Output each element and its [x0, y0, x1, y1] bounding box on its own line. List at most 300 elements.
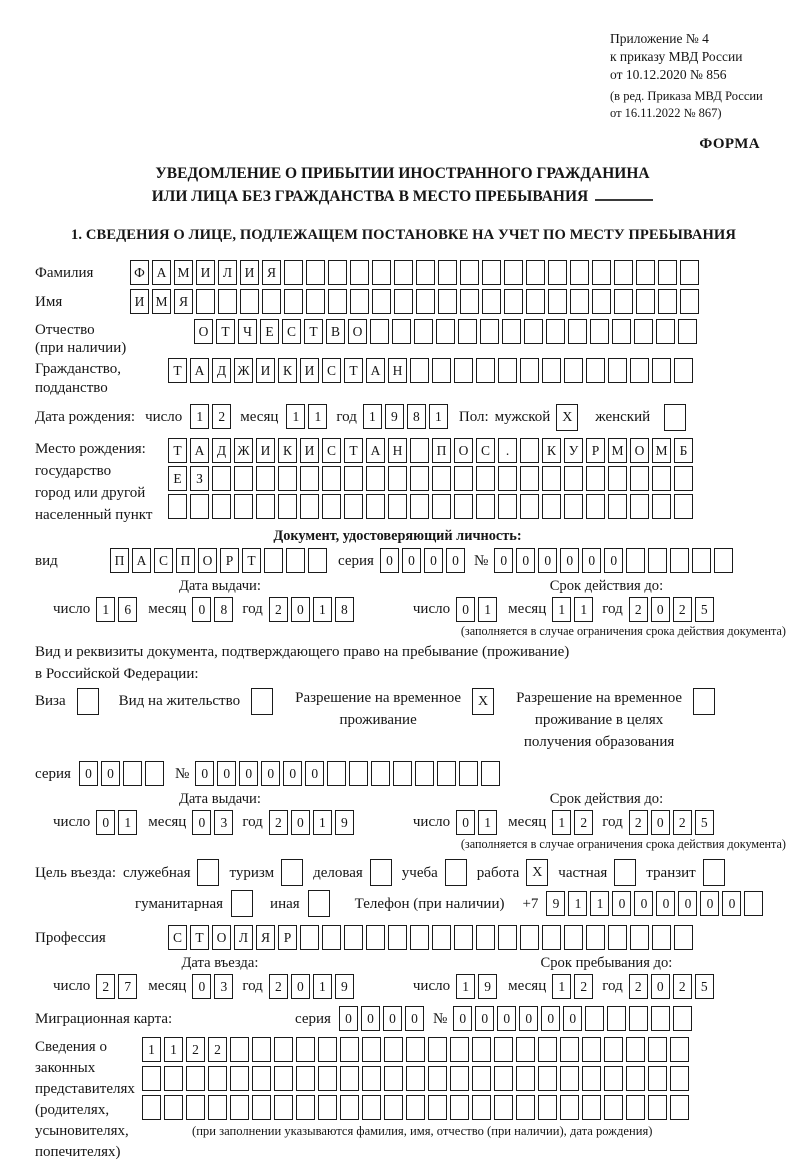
expiry-month-boxes [552, 597, 596, 622]
purpose-humanitarian-label: гуманитарная [135, 895, 224, 912]
char-box: 1 [142, 1037, 161, 1062]
temp-residence-label: Разрешение на временное проживание [295, 690, 462, 728]
char-box [240, 289, 259, 314]
day-label: число [53, 978, 91, 995]
char-box [520, 358, 539, 383]
char-box [318, 1095, 337, 1120]
char-box: 0 [217, 761, 236, 786]
char-box [218, 289, 237, 314]
char-box: О [198, 548, 217, 573]
birth-place-row1-boxes [168, 438, 696, 463]
char-box [604, 1095, 623, 1120]
birth-place-row3-boxes [168, 494, 696, 519]
char-box [372, 289, 391, 314]
char-box: Ж [234, 358, 253, 383]
char-box: О [630, 438, 649, 463]
migration-card-row [35, 1006, 800, 1032]
char-box [318, 1037, 337, 1062]
purpose-business-checkbox [370, 859, 395, 886]
char-box: А [152, 260, 171, 285]
char-box: И [240, 260, 259, 285]
purpose-official-checkbox [197, 859, 222, 886]
char-box: 2 [269, 810, 288, 835]
char-box [564, 494, 583, 519]
char-box [274, 1037, 293, 1062]
char-box: 0 [291, 974, 310, 999]
char-box [608, 494, 627, 519]
char-box [286, 548, 305, 573]
char-box [608, 466, 627, 491]
day-label: число [53, 814, 91, 831]
char-box: 1 [552, 810, 571, 835]
number-label: № [473, 553, 489, 570]
char-box [142, 1095, 161, 1120]
char-box [592, 260, 611, 285]
char-box [626, 1095, 645, 1120]
surname-label: Фамилия [35, 264, 94, 281]
char-box: Е [260, 319, 279, 344]
char-box [371, 761, 390, 786]
char-box [208, 1066, 227, 1091]
char-box [252, 1037, 271, 1062]
char-box [498, 925, 517, 950]
char-box [123, 761, 142, 786]
valid-until-heading: Срок действия до: [549, 791, 664, 808]
char-box: И [300, 358, 319, 383]
char-box [570, 289, 589, 314]
char-box: 0 [475, 1006, 494, 1031]
char-box [300, 925, 319, 950]
char-box: 0 [700, 891, 719, 916]
char-box [296, 1095, 315, 1120]
char-box: 1 [118, 810, 137, 835]
char-box [590, 319, 609, 344]
migration-series-boxes [339, 1006, 427, 1031]
issue-date-heading: Дата выдачи: [178, 791, 261, 808]
char-box [693, 688, 715, 715]
char-box: Я [262, 260, 281, 285]
char-box [410, 466, 429, 491]
char-box [234, 494, 253, 519]
char-box: 0 [519, 1006, 538, 1031]
sex-label: Пол: [458, 409, 489, 426]
migration-card-label: Миграционная карта: [35, 1011, 173, 1028]
char-box [432, 925, 451, 950]
char-box [678, 319, 697, 344]
series-label: серия [338, 553, 374, 570]
form-label: ФОРМА [699, 135, 760, 152]
char-box: И [196, 260, 215, 285]
char-box [262, 289, 281, 314]
char-box: 2 [186, 1037, 205, 1062]
char-box [703, 859, 725, 886]
char-box [410, 358, 429, 383]
char-box: 0 [96, 810, 115, 835]
char-box [450, 1066, 469, 1091]
char-box [384, 1066, 403, 1091]
edition-line: (в ред. Приказа МВД России [610, 89, 763, 104]
purpose-private-label: частная [558, 864, 608, 881]
char-box: Т [190, 925, 209, 950]
char-box [648, 1037, 667, 1062]
char-box: П [176, 548, 195, 573]
char-box: О [212, 925, 231, 950]
char-box [670, 1066, 689, 1091]
char-box [234, 466, 253, 491]
char-box [393, 761, 412, 786]
char-box [658, 289, 677, 314]
char-box: 0 [101, 761, 120, 786]
char-box: 2 [269, 974, 288, 999]
char-box [394, 260, 413, 285]
char-box [454, 466, 473, 491]
char-box: П [110, 548, 129, 573]
char-box [526, 260, 545, 285]
char-box: 2 [269, 597, 288, 622]
purpose-work-checkbox [526, 859, 551, 886]
char-box [284, 289, 303, 314]
char-box [406, 1066, 425, 1091]
char-box [630, 925, 649, 950]
birth-place-row2-boxes [168, 466, 696, 491]
char-box [560, 1037, 579, 1062]
char-box [438, 289, 457, 314]
char-box: 1 [568, 891, 587, 916]
month-label: месяц [508, 978, 547, 995]
char-box: 2 [208, 1037, 227, 1062]
char-box: Я [174, 289, 193, 314]
char-box [636, 260, 655, 285]
visa-label: Виза [35, 693, 66, 710]
char-box [388, 925, 407, 950]
temp-residence-edu-checkbox [693, 688, 718, 715]
purpose-official-label: служебная [122, 864, 191, 881]
char-box [560, 1066, 579, 1091]
purpose-transit-label: транзит [646, 864, 696, 881]
char-box: 0 [722, 891, 741, 916]
citizenship-row [35, 358, 800, 397]
char-box: 0 [634, 891, 653, 916]
char-box: 0 [361, 1006, 380, 1031]
char-box [432, 494, 451, 519]
char-box: Ч [238, 319, 257, 344]
char-box: В [326, 319, 345, 344]
char-box: 0 [192, 974, 211, 999]
expiry-year-boxes [629, 810, 717, 835]
char-box [648, 1095, 667, 1120]
residence-doc-series-row [35, 761, 800, 787]
char-box: 0 [453, 1006, 472, 1031]
purpose-humanitarian-checkbox [231, 890, 256, 917]
char-box: 9 [335, 974, 354, 999]
char-box [322, 494, 341, 519]
month-label: месяц [148, 601, 187, 618]
profession-boxes [168, 925, 696, 950]
char-box [438, 260, 457, 285]
char-box [516, 1037, 535, 1062]
char-box [586, 925, 605, 950]
char-box [538, 1037, 557, 1062]
char-box [480, 319, 499, 344]
char-box [630, 466, 649, 491]
char-box: Б [674, 438, 693, 463]
char-box: 8 [407, 404, 426, 429]
char-box: О [194, 319, 213, 344]
name-label: Имя [35, 293, 63, 310]
char-box [714, 548, 733, 573]
char-box [77, 688, 99, 715]
day-label: число [412, 978, 451, 995]
char-box: 0 [651, 974, 670, 999]
char-box [564, 925, 583, 950]
char-box [680, 260, 699, 285]
char-box [652, 466, 671, 491]
char-box [630, 494, 649, 519]
expiry-month-boxes [552, 810, 596, 835]
representatives-row1-boxes [142, 1037, 692, 1062]
char-box: 2 [629, 597, 648, 622]
representatives-rows [142, 1037, 692, 1163]
male-checkbox [556, 404, 581, 431]
char-box [416, 289, 435, 314]
char-box [432, 358, 451, 383]
char-box [340, 1095, 359, 1120]
char-box: И [256, 438, 275, 463]
purpose-transit-checkbox [703, 859, 728, 886]
char-box [614, 859, 636, 886]
month-label: месяц [240, 409, 279, 426]
char-box [476, 925, 495, 950]
birth-place-block [35, 438, 800, 526]
stay-until-heading: Срок пребывания до: [540, 955, 673, 972]
char-box [428, 1095, 447, 1120]
char-box [196, 289, 215, 314]
char-box [366, 494, 385, 519]
char-box: О [348, 319, 367, 344]
char-box: Т [304, 319, 323, 344]
phone-label: Телефон (при наличии) [354, 895, 505, 912]
entry-year-boxes [269, 974, 357, 999]
char-box [349, 761, 368, 786]
purpose-private-checkbox [614, 859, 639, 886]
char-box [168, 494, 187, 519]
char-box [520, 925, 539, 950]
char-box [252, 1095, 271, 1120]
month-label: месяц [508, 601, 547, 618]
char-box: С [154, 548, 173, 573]
char-box [436, 319, 455, 344]
char-box: 2 [673, 974, 692, 999]
char-box: 0 [678, 891, 697, 916]
char-box [230, 1037, 249, 1062]
char-box: И [256, 358, 275, 383]
char-box: 1 [313, 810, 332, 835]
identity-doc-row [35, 548, 800, 574]
stay-year-boxes [629, 974, 717, 999]
char-box: 0 [563, 1006, 582, 1031]
issue-date-heading: Дата выдачи: [178, 578, 261, 595]
char-box: 2 [673, 810, 692, 835]
char-box [520, 438, 539, 463]
expiry-date-fields [413, 810, 800, 835]
char-box [542, 358, 561, 383]
char-box: Т [242, 548, 261, 573]
char-box: 1 [429, 404, 448, 429]
char-box: 0 [195, 761, 214, 786]
char-box: 5 [695, 597, 714, 622]
month-label: месяц [148, 978, 187, 995]
entry-stay-dates [35, 955, 800, 999]
char-box [656, 319, 675, 344]
char-box [306, 260, 325, 285]
char-box: 0 [541, 1006, 560, 1031]
char-box [344, 925, 363, 950]
expiry-date-col [387, 578, 800, 638]
char-box: Л [218, 260, 237, 285]
char-box: 0 [497, 1006, 516, 1031]
char-box: 1 [190, 404, 209, 429]
char-box [344, 466, 363, 491]
char-box: 1 [478, 597, 497, 622]
char-box: 0 [612, 891, 631, 916]
month-label: месяц [508, 814, 547, 831]
char-box [252, 1066, 271, 1091]
char-box [604, 1037, 623, 1062]
issue-year-boxes [269, 810, 357, 835]
char-box [680, 289, 699, 314]
profession-row [35, 925, 800, 951]
char-box [629, 1006, 648, 1031]
year-label: год [336, 409, 357, 426]
char-box: М [174, 260, 193, 285]
char-box: 1 [456, 974, 475, 999]
char-box: С [168, 925, 187, 950]
char-box [197, 859, 219, 886]
representatives-block [35, 1037, 800, 1163]
char-box: Т [344, 438, 363, 463]
char-box [744, 891, 763, 916]
char-box: 1 [286, 404, 305, 429]
restriction-note: (заполняется в случае ограничения срока действия документа) [460, 837, 786, 852]
char-box [296, 1037, 315, 1062]
char-box: . [498, 438, 517, 463]
char-box: 0 [283, 761, 302, 786]
char-box: 2 [574, 810, 593, 835]
char-box [670, 1095, 689, 1120]
char-box: 0 [560, 548, 579, 573]
char-box [340, 1037, 359, 1062]
char-box [164, 1095, 183, 1120]
name-row [35, 289, 800, 315]
char-box: О [454, 438, 473, 463]
char-box: 1 [590, 891, 609, 916]
char-box [592, 289, 611, 314]
char-box: У [564, 438, 583, 463]
char-box: С [282, 319, 301, 344]
year-label: год [242, 814, 263, 831]
char-box [482, 289, 501, 314]
char-box [340, 1066, 359, 1091]
purpose-study-checkbox [445, 859, 470, 886]
birth-date-row [35, 404, 800, 431]
birth-month-boxes [286, 404, 330, 429]
char-box: Т [216, 319, 235, 344]
char-box [652, 494, 671, 519]
char-box [538, 1095, 557, 1120]
char-box [372, 260, 391, 285]
char-box: А [366, 358, 385, 383]
char-box: Е [168, 466, 187, 491]
char-box [504, 260, 523, 285]
citizenship-label: Гражданство, подданство [35, 361, 122, 396]
entry-month-boxes [192, 974, 236, 999]
char-box: И [300, 438, 319, 463]
char-box: 5 [695, 974, 714, 999]
char-box: С [322, 358, 341, 383]
char-box: 3 [214, 974, 233, 999]
edition-block [610, 88, 800, 122]
char-box: Р [278, 925, 297, 950]
entry-day-boxes [96, 974, 140, 999]
char-box: К [542, 438, 561, 463]
residence-series-boxes [79, 761, 167, 786]
char-box [516, 1066, 535, 1091]
char-box [445, 859, 467, 886]
char-box [350, 260, 369, 285]
char-box [296, 1066, 315, 1091]
purpose-work-label: работа [476, 864, 520, 881]
char-box [586, 466, 605, 491]
char-box: Т [168, 358, 187, 383]
char-box: X [526, 859, 548, 886]
char-box [308, 548, 327, 573]
visa-checkbox [77, 688, 102, 715]
identity-doc-dates [35, 578, 800, 638]
char-box: 0 [79, 761, 98, 786]
appendix-line: Приложение № 4 [610, 31, 709, 46]
purpose-other-label: иная [270, 895, 300, 912]
char-box [472, 1037, 491, 1062]
char-box [415, 761, 434, 786]
char-box: 0 [424, 548, 443, 573]
char-box [256, 466, 275, 491]
char-box [416, 260, 435, 285]
char-box [322, 466, 341, 491]
purpose-row [35, 859, 800, 886]
char-box [614, 289, 633, 314]
char-box: З [190, 466, 209, 491]
char-box [608, 925, 627, 950]
char-box [460, 260, 479, 285]
char-box [370, 319, 389, 344]
char-box: 1 [313, 974, 332, 999]
residence-number-boxes [195, 761, 503, 786]
char-box [142, 1066, 161, 1091]
char-box [564, 466, 583, 491]
char-box [459, 761, 478, 786]
issue-day-boxes [96, 810, 140, 835]
char-box: 0 [402, 548, 421, 573]
char-box [516, 1095, 535, 1120]
doc-number-boxes [494, 548, 736, 573]
char-box: 9 [385, 404, 404, 429]
char-box: 0 [651, 597, 670, 622]
char-box: 0 [446, 548, 465, 573]
char-box [520, 494, 539, 519]
char-box [454, 358, 473, 383]
char-box [476, 358, 495, 383]
form-title [35, 163, 800, 209]
